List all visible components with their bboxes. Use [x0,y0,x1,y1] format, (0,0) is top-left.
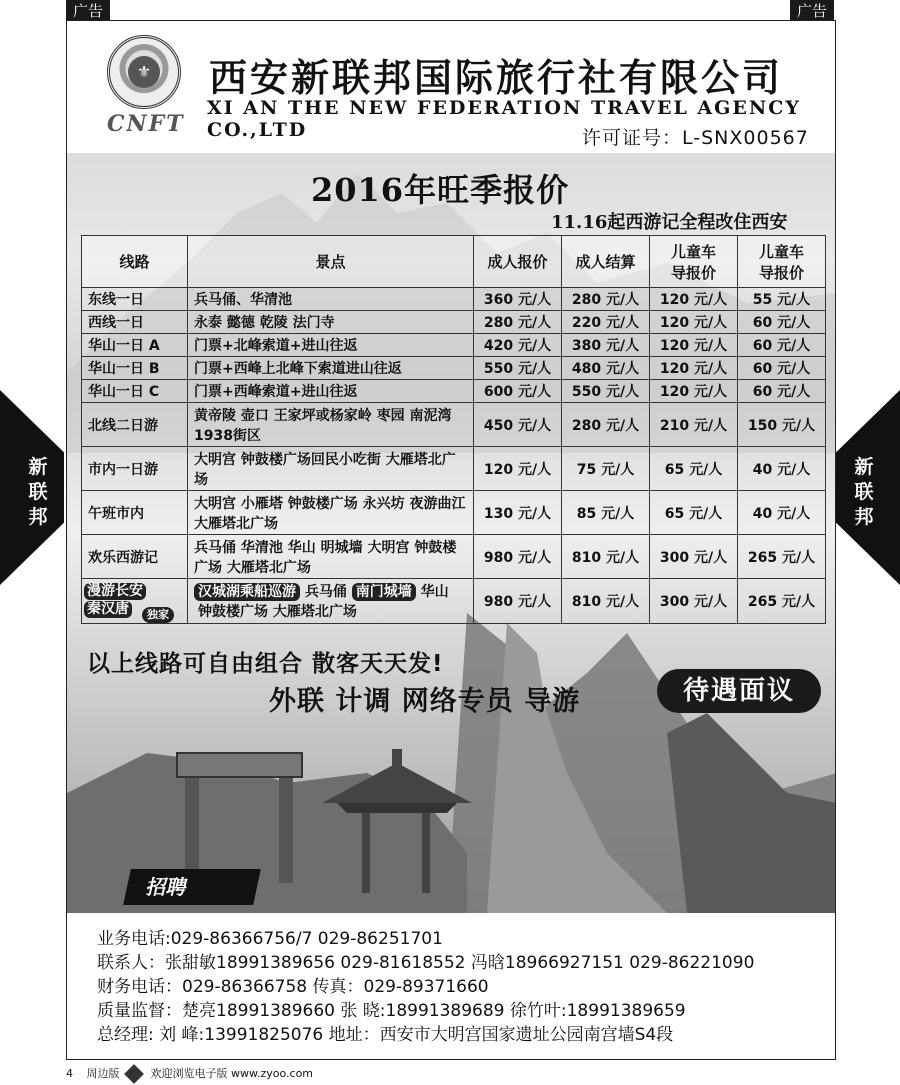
adult-price-cell: 980 元/人 [474,535,562,579]
child-price-cell: 265 元/人 [738,579,826,624]
child-price-cell: 120 元/人 [650,311,738,334]
child-price-cell: 60 元/人 [738,380,826,403]
adult-price-cell: 280 元/人 [474,311,562,334]
table-row [82,334,826,357]
child-price-cell: 300 元/人 [650,579,738,624]
route-cell: 华山一日 B [82,357,188,380]
ad-label-left: 广告 [66,0,110,22]
adult-settle-cell: 280 元/人 [562,288,650,311]
route-cell: 华山一日 A [82,334,188,357]
child-price-cell: 65 元/人 [650,491,738,535]
company-name-cn: 西安新联邦国际旅行社有限公司 [209,55,784,100]
table-row [82,491,826,535]
adult-price-cell: 980 元/人 [474,579,562,624]
page-number: 4 [66,1067,73,1080]
child-price-cell: 150 元/人 [738,403,826,447]
site-logo-icon [124,1064,144,1084]
child-price-cell: 40 元/人 [738,491,826,535]
recruit-positions: 外联 计调 网络专员 导游 [269,686,581,717]
table-row [82,403,826,447]
footer-text: 欢迎浏览电子版 www.zyoo.com [150,1067,314,1080]
table-row [82,380,826,403]
col-spots: 景点 [188,236,474,288]
header [67,21,836,153]
spots-cell: 永泰 懿德 乾陵 法门寺 [188,311,474,334]
spot-text: 钟鼓楼广场 大雁塔北广场 [198,604,357,620]
spots-cell: 大明宫 钟鼓楼广场回民小吃街 大雁塔北广场 [188,447,474,491]
spots-cell-special [188,579,474,624]
child-price-cell: 210 元/人 [650,403,738,447]
col-route: 线路 [82,236,188,288]
chariot-icon: ⚜ [128,56,160,88]
spots-cell: 门票+西峰上北峰下索道进山往返 [188,357,474,380]
child-price-cell: 120 元/人 [650,288,738,311]
adult-price-cell: 450 元/人 [474,403,562,447]
spots-cell: 黄帝陵 壶口 王家坪或杨家岭 枣园 南泥湾 1938街区 [188,403,474,447]
section-name: 周边版 [86,1067,120,1080]
spots-cell: 门票+西峰索道+进山往返 [188,380,474,403]
route-special-line1: 漫游长安 [84,583,146,600]
season-price-title: 2016年旺季报价 [311,171,570,209]
adult-settle-cell: 280 元/人 [562,403,650,447]
spots-cell: 大明宫 小雁塔 钟鼓楼广场 永兴坊 夜游曲江 大雁塔北广场 [188,491,474,535]
route-special-line2: 秦汉唐 [84,601,132,618]
adult-price-cell: 420 元/人 [474,334,562,357]
adult-settle-cell: 220 元/人 [562,311,650,334]
table-row [82,288,826,311]
child-price-cell: 40 元/人 [738,447,826,491]
contact-line: 业务电话:029-86366756/7 029-86251701 [97,929,443,949]
table-row-special [82,579,826,624]
price-table [81,235,826,624]
child-price-cell: 60 元/人 [738,334,826,357]
hiring-label: 招聘 [144,875,190,899]
child-price-cell: 65 元/人 [650,447,738,491]
adult-price-cell: 130 元/人 [474,491,562,535]
child-price-cell: 60 元/人 [738,311,826,334]
route-cell: 市内一日游 [82,447,188,491]
adult-price-cell: 360 元/人 [474,288,562,311]
spot-text: 兵马俑 [300,584,352,600]
advertisement-page [66,20,836,1060]
adult-settle-cell: 810 元/人 [562,535,650,579]
adult-settle-cell: 380 元/人 [562,334,650,357]
adult-settle-cell: 85 元/人 [562,491,650,535]
route-cell-special [82,579,188,624]
spot-text: 华山 [415,584,449,600]
route-cell: 西线一日 [82,311,188,334]
child-price-cell: 265 元/人 [738,535,826,579]
treatment-badge: 待遇面议 [657,669,821,713]
child-price-cell: 120 元/人 [650,357,738,380]
contact-line: 质量监督：楚亮18991389660 张 晓:18991389689 徐竹叶:18991389659 [97,1001,686,1021]
spot-tag-city-wall: 南门城墙 [352,583,416,601]
route-cell: 午班市内 [82,491,188,535]
table-row [82,357,826,380]
table-row [82,447,826,491]
route-cell: 欢乐西游记 [82,535,188,579]
season-subtitle: 11.16起西游记全程改住西安 [551,212,788,233]
child-price-cell: 120 元/人 [650,334,738,357]
combo-notice: 以上线路可自由组合 散客天天发! [87,651,444,677]
license-number: 许可证号：L-SNX00567 [582,127,809,149]
adult-settle-cell: 480 元/人 [562,357,650,380]
contact-line: 财务电话：029-86366758 传真：029-89371660 [97,977,489,997]
spots-cell: 兵马俑 华清池 华山 明城墙 大明宫 钟鼓楼广场 大雁塔北广场 [188,535,474,579]
company-logo [107,35,181,109]
side-text-right: 新 联 邦 [854,456,874,528]
adult-settle-cell: 810 元/人 [562,579,650,624]
child-price-cell: 120 元/人 [650,380,738,403]
exclusive-badge: 独家 [142,607,174,623]
route-cell: 东线一日 [82,288,188,311]
contact-line: 总经理: 刘 峰:13991825076 地址：西安市大明宫国家遗址公园南宫墙S4段 [97,1025,674,1045]
col-child-price-1: 儿童车 导报价 [650,236,738,288]
table-header-row [82,236,826,288]
spots-cell: 门票+北峰索道+进山往返 [188,334,474,357]
route-cell: 北线二日游 [82,403,188,447]
route-cell: 华山一日 C [82,380,188,403]
child-price-cell: 55 元/人 [738,288,826,311]
contact-line: 联系人：张甜敏18991389656 029-81618552 冯晗18966927151 029-86221090 [97,953,755,973]
side-text-left: 新 联 邦 [28,456,48,528]
table-row [82,535,826,579]
adult-settle-cell: 75 元/人 [562,447,650,491]
ad-label-right: 广告 [790,0,834,22]
company-name-en: XI AN THE NEW FEDERATION TRAVEL AGENCY CO.,LTD [207,97,801,141]
col-adult-settle: 成人结算 [562,236,650,288]
table-row [82,311,826,334]
spots-cell: 兵马俑、华清池 [188,288,474,311]
spot-tag-lake-cruise: 汉城湖乘船巡游 [194,583,300,601]
contact-info [97,927,754,1047]
adult-price-cell: 600 元/人 [474,380,562,403]
adult-price-cell: 550 元/人 [474,357,562,380]
page-footer [66,1064,836,1084]
col-child-price-2: 儿童车 导报价 [738,236,826,288]
adult-price-cell: 120 元/人 [474,447,562,491]
hiring-banner [123,869,261,905]
child-price-cell: 60 元/人 [738,357,826,380]
logo-text: CNFT [107,111,185,137]
adult-settle-cell: 550 元/人 [562,380,650,403]
child-price-cell: 300 元/人 [650,535,738,579]
col-adult-price: 成人报价 [474,236,562,288]
